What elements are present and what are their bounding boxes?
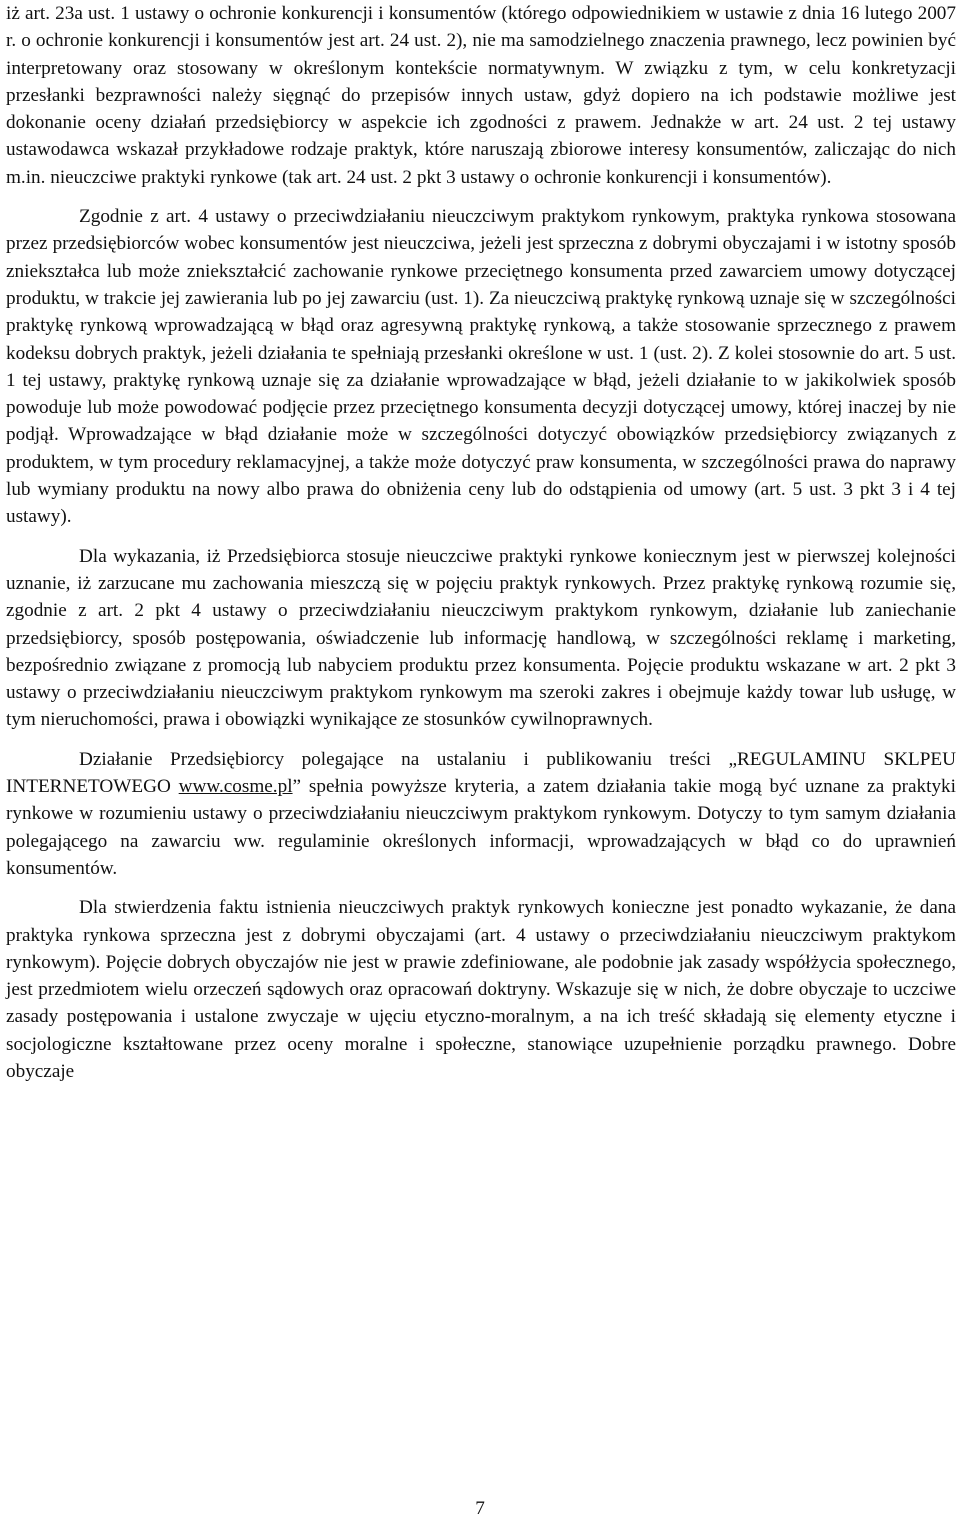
paragraph-5 — [6, 894, 956, 1085]
paragraph-1 — [6, 0, 956, 191]
paragraph-4 — [6, 746, 956, 882]
paragraph-1-text: iż art. 23a ust. 1 ustawy o ochronie konkurencji i konsumentów (którego odpowiednikiem w ustawie z dnia 16 lutego 2007 r. o ochronie konkurencji i konsumentów jest art. 24 ust. 2), nie ma samodzielnego znaczenia prawnego, lecz powinien być interpretowany oraz stosowany w określonym kontekście normatywnym. W związku z tym, w celu konkretyzacji przesłanki bezprawności należy sięgnąć do przepisów innych ustaw, gdyż dopiero na ich podstawie możliwe jest dokonanie oceny działań przedsiębiorcy w aspekcie ich zgodności z prawem. Jednakże w art. 24 ust. 2 tej ustawy ustawodawca wskazał przykładowe rodzaje praktyk, które naruszają zbiorowe interesy konsumentów, zaliczając do nich m.in. nieuczciwe praktyki rynkowe (tak art. 24 ust. 2 pkt 3 ustawy o ochronie konkurencji i konsumentów). — [6, 3, 956, 188]
paragraph-5-text: Dla stwierdzenia faktu istnienia nieuczciwych praktyk rynkowych konieczne jest ponadto wykazanie, że dana praktyka rynkowa sprzeczna jest z dobrymi obyczajami (art. 4 ustawy o przeciwdziałaniu nieuczciwym praktykom rynkowym). Pojęcie dobrych obyczajów nie jest w prawie zdefiniowane, ale podobnie jak zasady współżycia społecznego, jest przedmiotem wielu orzeczeń sądowych oraz opracowań doktryny. Wskazuje się w nich, że dobre obyczaje to uczciwe zasady postępowania i ustalone zwyczaje w ujęciu etyczno-moralnym, a na ich treść składają się elementy etyczne i socjologiczne kształtowane przez oceny moralne i społeczne, stanowiące uzupełnienie porządku prawnego. Dobre obyczaje — [6, 897, 956, 1082]
paragraph-4-text-end: ” spełnia powyższe kryteria, a zatem działania takie mogą być uznane za praktyki rynkowe w rozumieniu ustawy o przeciwdziałaniu nieuczciwym praktykom rynkowym. Dotyczy to tym samym działania polegającego na zawarciu ww. regulaminie określonych informacji, wprowadzających w błąd co do uprawnień konsumentów. — [6, 776, 956, 879]
document-page — [6, 0, 956, 1085]
paragraph-3 — [6, 543, 956, 734]
website-link[interactable]: www.cosme.pl — [178, 776, 293, 798]
paragraph-2 — [6, 203, 956, 531]
paragraph-3-text: Dla wykazania, iż Przedsiębiorca stosuje nieuczciwe praktyki rynkowe koniecznym jest w pierwszej kolejności uznanie, iż zarzucane mu zachowania mieszczą się w pojęciu praktyk rynkowych. Przez praktykę rynkową rozumie się, zgodnie z art. 2 pkt 4 ustawy o przeciwdziałaniu nieuczciwym praktykom rynkowym, działanie lub zaniechanie przedsiębiorcy, sposób postępowania, oświadczenie lub informację handlową, w szczególności reklamę i marketing, bezpośrednio związane z promocją lub nabyciem produktu przez konsumenta. Pojęcie produktu wskazane w art. 2 pkt 3 ustawy o przeciwdziałaniu nieuczciwym praktykom rynkowym ma szeroki zakres i obejmuje każdy towar lub usługę, w tym nieruchomości, prawa i obowiązki wynikające ze stosunków cywilnoprawnych. — [6, 545, 956, 731]
page-number: 7 — [475, 1498, 485, 1519]
paragraph-4-text-start: Działanie Przedsiębiorcy polegające na ustalaniu i publikowaniu treści „REGULAMINU SKLPEU INTERNETOWEGO — [6, 748, 956, 798]
paragraph-2-text: Zgodnie z art. 4 ustawy o przeciwdziałaniu nieuczciwym praktykom rynkowym, praktyka rynkowa stosowana przez przedsiębiorców wobec konsumentów jest nieuczciwa, jeżeli jest sprzeczna z dobrymi obyczajami i w istotny sposób zniekształca lub może zniekształcić zachowanie rynkowe przeciętnego konsumenta przed zawarciem umowy dotyczącej produktu, w trakcie jej zawierania lub po jej zawarciu (ust. 1). Za nieuczciwą praktykę rynkową uznaje się w szczególności praktykę rynkową wprowadzającą w błąd oraz agresywną praktykę rynkową, a także stosowanie sprzecznego z prawem kodeksu dobrych praktyk, jeżeli działania te spełniają przesłanki określone w ust. 1 (ust. 2). Z kolei stosownie do art. 5 ust. 1 tej ustawy, praktykę rynkową uznaje się za działanie wprowadzające w błąd, jeżeli działanie to w jakikolwiek sposób powoduje lub może powodować podjęcie przez przeciętnego konsumenta decyzji dotyczącej umowy, której inaczej by nie podjął. Wprowadzające w błąd działanie może w szczególności dotyczyć obowiązków przedsiębiorcy związanych z produktem, w tym procedury reklamacyjnej, a także może dotyczyć praw konsumenta, w szczególności prawa do naprawy lub wymiany produktu na nowy albo prawa do obniżenia ceny lub do odstąpienia od umowy (art. 5 ust. 3 pkt 3 i 4 tej ustawy). — [6, 206, 956, 528]
